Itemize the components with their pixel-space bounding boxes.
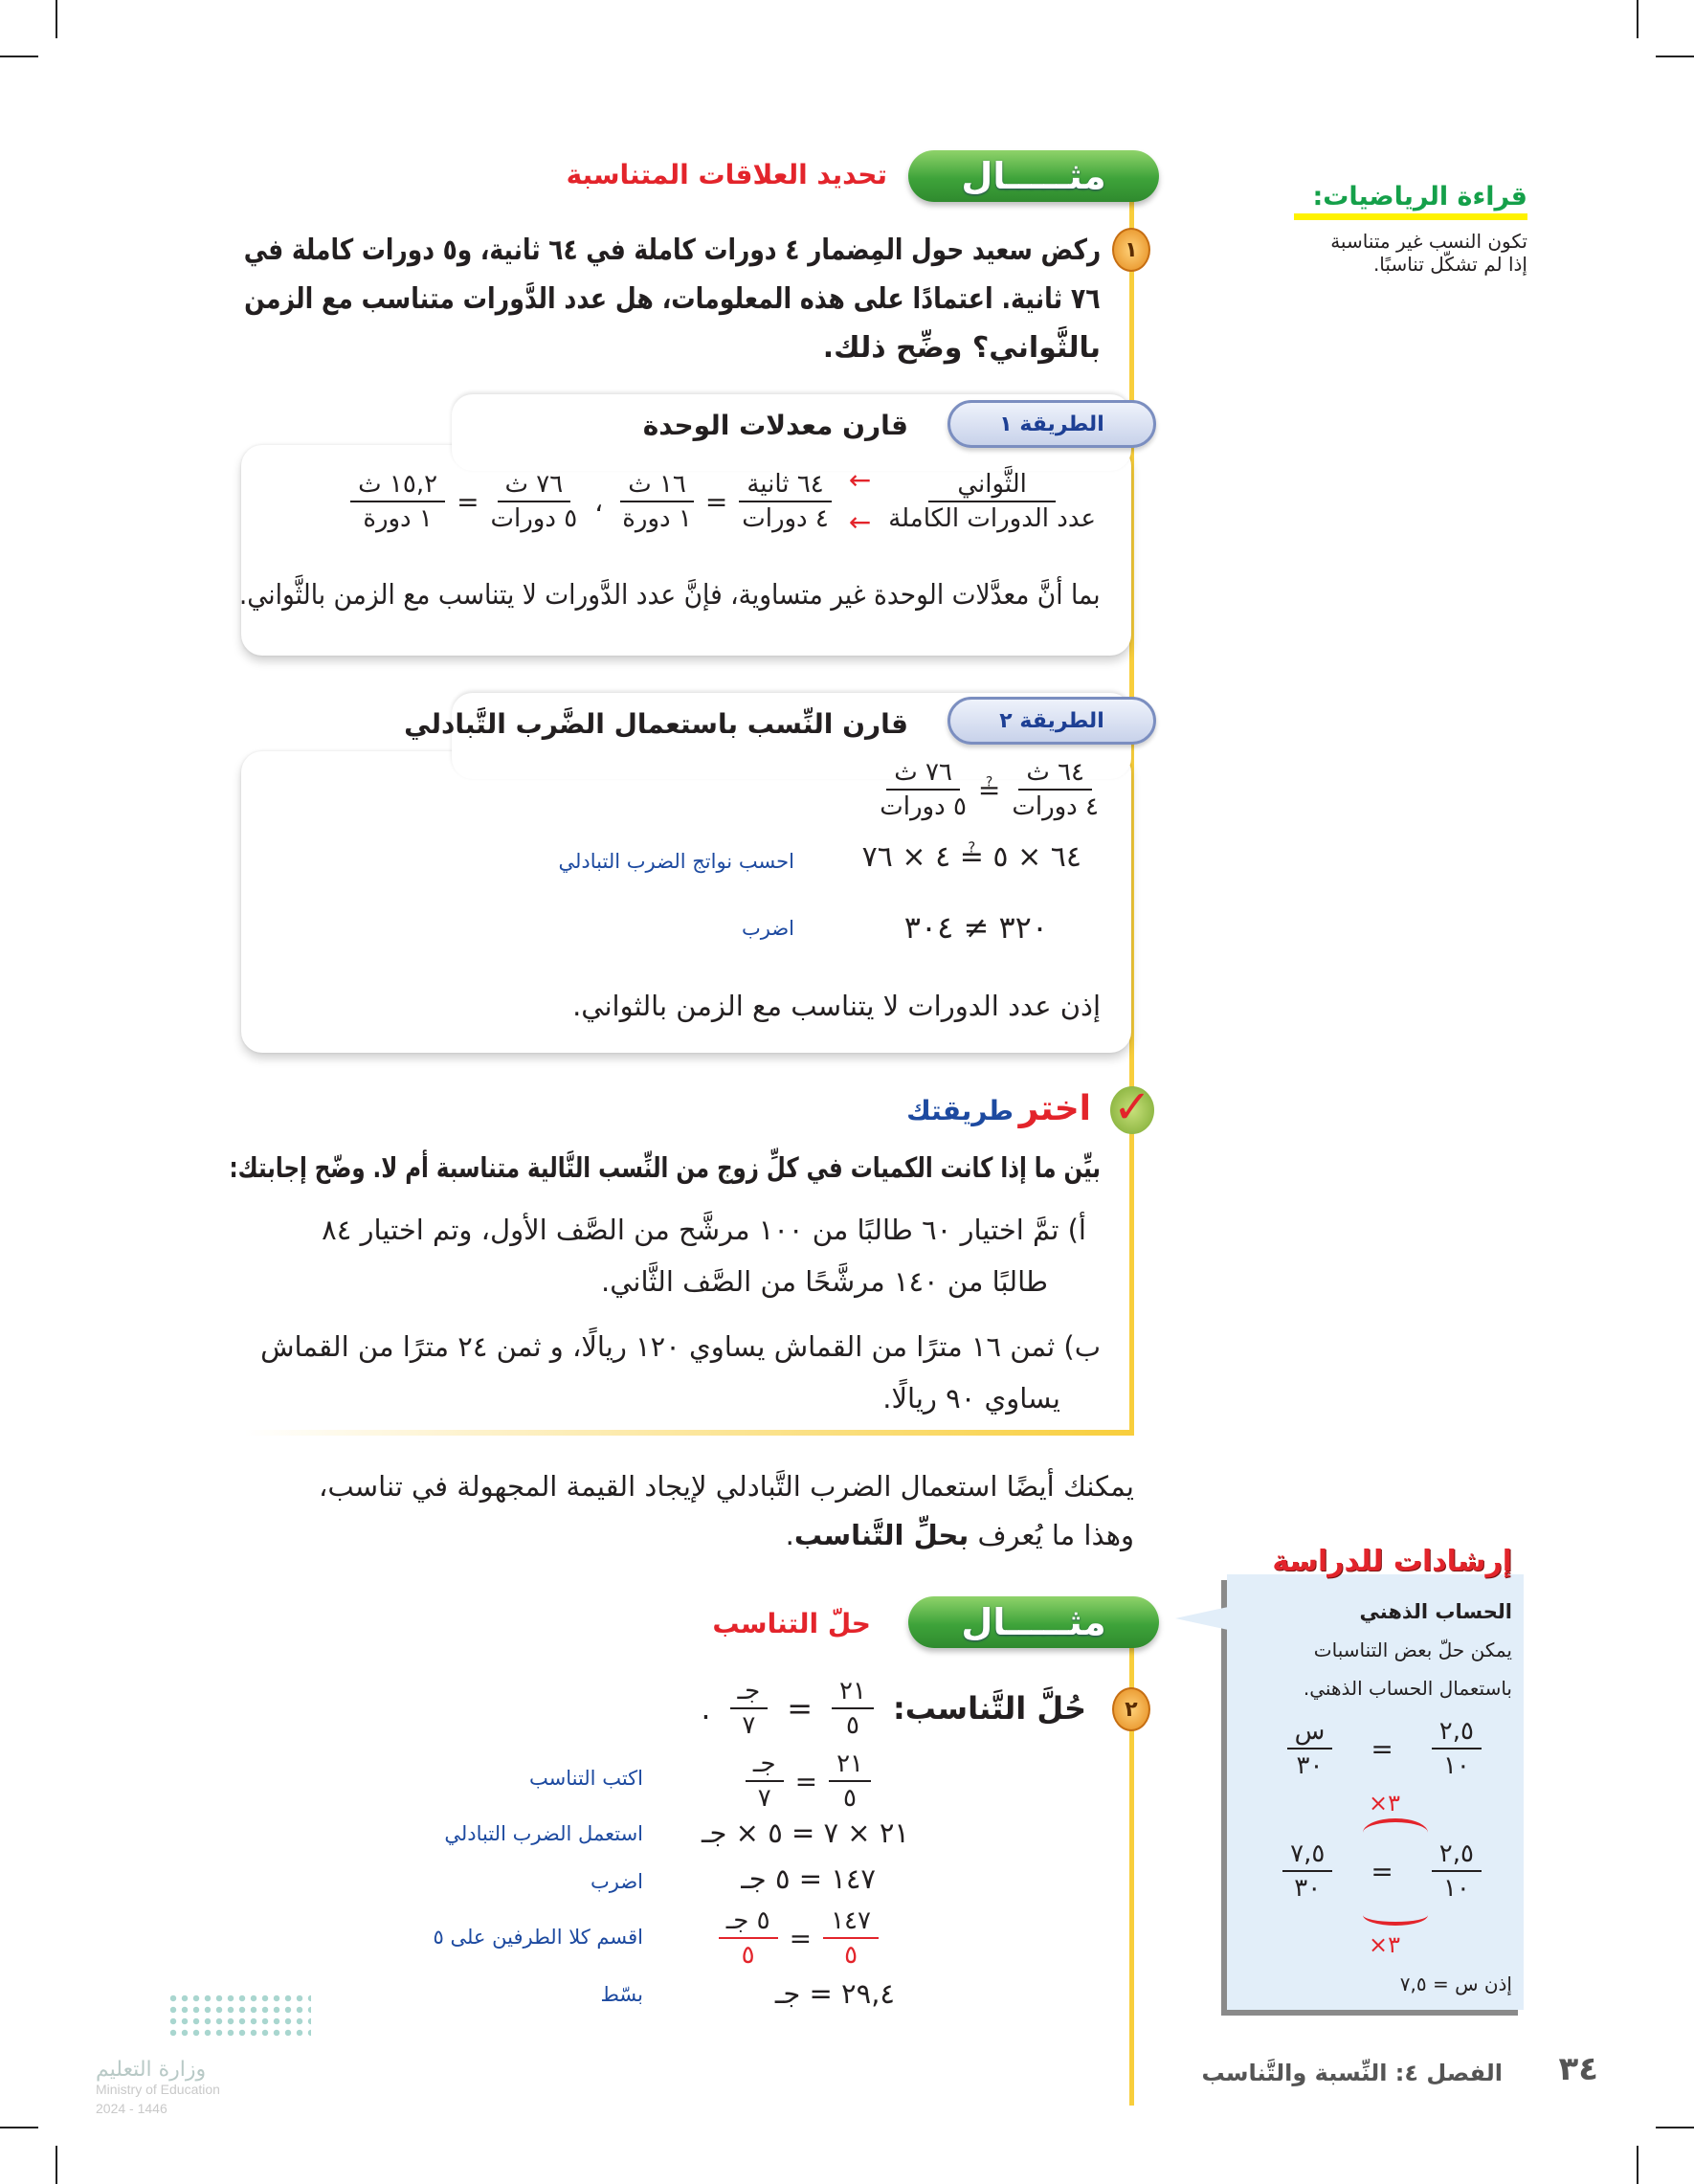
logo-english: Ministry of Education bbox=[96, 2082, 220, 2097]
example2-title: حلّ التناسب bbox=[712, 1608, 871, 1639]
crop-mark bbox=[0, 56, 38, 57]
equals-sign: = bbox=[787, 1690, 814, 1727]
step-note: استعمل الضرب التبادلي bbox=[444, 1822, 643, 1845]
example-banner: مثـــــال bbox=[908, 150, 1159, 202]
crop-mark bbox=[1637, 2146, 1638, 2184]
mental-math-row1: $\frac{٢,٥}{١٠}$ = $\frac{\text{س}}{٣٠}$ bbox=[1287, 1715, 1482, 1782]
tryit-box-bottom bbox=[244, 1430, 1134, 1436]
times-label: ×٣ bbox=[1369, 1931, 1400, 1958]
method1-conclusion-wrap bbox=[230, 570, 1101, 619]
logo-arabic: وزارة التعليم bbox=[96, 2058, 207, 2082]
cross-product-fractions bbox=[880, 756, 1099, 823]
crop-mark bbox=[0, 2127, 38, 2128]
step-note: بسّط bbox=[600, 1983, 643, 2006]
method2-conclusion: إذن عدد الدورات لا يتناسب مع الزمن بالثواني. bbox=[572, 990, 1101, 1022]
rate-fraction: $\frac{\text{١٥,٢ ث}}{\text{١ دورة}}$ bbox=[350, 468, 445, 535]
study-tips-content bbox=[1225, 1593, 1512, 1707]
example2-prompt: حُلَّ التَّناسب: $\frac{٢١}{٥}$ = $\frac{\text{جـ}}{٧}$ . bbox=[701, 1677, 1086, 1740]
fraction: $\frac{٧,٥}{٣٠}$ bbox=[1282, 1838, 1332, 1905]
fraction: $\frac{\text{جـ}}{٧}$ bbox=[746, 1748, 784, 1815]
question-line: بالثَّواني؟ وضِّح ذلك. bbox=[822, 331, 1101, 365]
step-multiply: ١٤٧ = ٥ جـ bbox=[741, 1862, 876, 1895]
mental-math-result: إذن س = ٧,٥ bbox=[1399, 1972, 1512, 1995]
crop-mark bbox=[1656, 2127, 1694, 2128]
step-cross-multiply: ٢١ × ٧ = ٥ × جـ bbox=[702, 1816, 909, 1849]
fraction: $\frac{\text{س}}{٣٠}$ bbox=[1287, 1715, 1333, 1782]
checkmark-icon: ✓ bbox=[1110, 1086, 1154, 1134]
given-fraction: $\frac{\text{جـ}}{٧}$ bbox=[730, 1675, 769, 1742]
label-fraction: $\frac{\text{الثَّواني}}{\text{عدد الدورات الكاملة}}$ bbox=[888, 470, 1096, 533]
ratio-fraction: $\frac{\text{٦٤ ث}}{\text{٤ دورات}}$ bbox=[1012, 758, 1099, 821]
fraction: $\frac{\text{٥ جـ}}{٥}$ bbox=[719, 1905, 778, 1972]
mental-math-row2: $\frac{٢,٥}{١٠}$ = $\frac{٧,٥}{٣٠}$ bbox=[1282, 1838, 1482, 1905]
curved-arrow-icon bbox=[1363, 1905, 1428, 1926]
logo-dots-icon bbox=[167, 1993, 311, 2040]
example-number: ١ bbox=[1112, 228, 1150, 272]
given-fraction: $\frac{٢١}{٥}$ bbox=[832, 1675, 874, 1742]
method2-tab: الطريقة ٢ bbox=[947, 697, 1156, 745]
tryit-question: بيِّن ما إذا كانت الكميات في كلِّ زوج من النِّسب التَّالية متناسبة أم لا. وضّح إجابتك: bbox=[229, 1151, 1101, 1184]
part-b-line: ب) ثمن ١٦ مترًا من القماش يساوي ١٢٠ ريالًا، و ثمن ٢٤ مترًا من القماش bbox=[260, 1330, 1101, 1363]
example2-banner: مثـــــال bbox=[908, 1596, 1159, 1648]
method1-title: قارن معدلات الوحدة bbox=[642, 410, 908, 441]
method2-conclusion-wrap bbox=[258, 982, 1101, 1031]
reading-math-line: إذا لم تشكّل تناسبًا. bbox=[1372, 253, 1527, 276]
study-tips-header: إرشادات للدراسة bbox=[1272, 1545, 1512, 1578]
step-write-proportion: $\frac{٢١}{٥}$ = $\frac{\text{جـ}}{٧}$ bbox=[746, 1748, 871, 1815]
tryit-title bbox=[906, 1089, 1091, 1128]
fraction: $\frac{٢١}{٥}$ bbox=[829, 1748, 871, 1815]
method2-title: قارن النِّسب باستعمال الضَّرب التَّبادلي bbox=[404, 708, 908, 740]
arrow-left-icon: ← bbox=[848, 506, 872, 538]
part-b-line: يساوي ٩٠ ريالًا. bbox=[882, 1382, 1060, 1415]
tryit-part-b bbox=[230, 1321, 1101, 1424]
rate-fraction: $\frac{\text{١٦ ث}}{\text{١ دورة}}$ bbox=[620, 468, 694, 535]
chapter-title: الفصل ٤: النِّسبة والتَّناسب bbox=[1201, 2060, 1503, 2086]
step-note: اكتب التناسب bbox=[529, 1767, 643, 1790]
tryit-question-wrap bbox=[220, 1144, 1101, 1192]
example-title: تحديد العلاقات المتناسبة bbox=[566, 159, 887, 190]
paragraph-line: يمكنك أيضًا استعمال الضرب التَّبادلي لإيجاد القيمة المجهولة في تناسب، bbox=[318, 1470, 1134, 1503]
product-compare-step: ٣٢٠ ≠ ٣٠٤ bbox=[903, 909, 1048, 946]
tryit-part-a bbox=[234, 1204, 1086, 1307]
question-line: ركض سعيد حول المِضمار ٤ دورات كاملة في ٦٤ ثانية، و٥ دورات كاملة في bbox=[243, 234, 1101, 267]
cross-product-step: ٦٤ × ٥ ≟ ٤ × ٧٦ bbox=[861, 840, 1081, 874]
example-question bbox=[239, 226, 1101, 372]
prompt-text: حُلَّ التَّناسب: bbox=[892, 1690, 1086, 1727]
reading-math-note bbox=[1294, 182, 1527, 276]
rate-fraction: $\frac{\text{٦٤ ثانية}}{\text{٤ دورات}}$ bbox=[739, 468, 831, 535]
part-a-line: أ) تمَّ اختيار ٦٠ طالبًا من ١٠٠ مرشَّح من الصَّف الأول، وتم اختيار ٨٤ bbox=[322, 1214, 1086, 1246]
step-note: اضرب bbox=[590, 1870, 643, 1893]
step-note: احسب نواتج الضرب التبادلي bbox=[558, 850, 794, 873]
crop-mark bbox=[56, 0, 57, 38]
times-label: ×٣ bbox=[1369, 1790, 1400, 1816]
solving-proportion-term: بحلِّ التَّناسب bbox=[793, 1519, 970, 1551]
equals-sign: = bbox=[704, 485, 728, 518]
crop-mark bbox=[56, 2146, 57, 2184]
study-tips-pointer bbox=[1175, 1606, 1233, 1631]
cross-product-paragraph bbox=[244, 1462, 1134, 1560]
ministry-logo bbox=[96, 1993, 316, 2116]
question-equals: ≟ bbox=[977, 773, 1001, 806]
part-a-line: طالبًا من ١٤٠ مرشَّحًا من الصَّف الثَّاني. bbox=[601, 1265, 1048, 1298]
method1-tab: الطريقة ١ bbox=[947, 400, 1156, 448]
step-simplify: ٢٩,٤ = جـ bbox=[774, 1977, 895, 2010]
step-note: اضرب bbox=[741, 917, 794, 940]
fraction: $\frac{٢,٥}{١٠}$ bbox=[1432, 1838, 1482, 1905]
study-tips-title: الحساب الذهني bbox=[1359, 1600, 1512, 1623]
step-divide: $\frac{١٤٧}{٥}$ = $\frac{\text{٥ جـ}}{٥}$ bbox=[719, 1905, 879, 1972]
method1-conclusion: بما أنَّ معدَّلات الوحدة غير متساوية، فإنَّ عدد الدَّورات لا يتناسب مع الزمن بالثَّواني. bbox=[239, 578, 1101, 611]
comma: ، bbox=[594, 485, 604, 518]
equals-sign: = bbox=[457, 485, 479, 518]
ratio-fraction: $\frac{\text{٧٦ ث}}{\text{٥ دورات}}$ bbox=[880, 758, 967, 821]
fraction: $\frac{٢,٥}{١٠}$ bbox=[1432, 1715, 1482, 1782]
study-tips-line: باستعمال الحساب الذهني. bbox=[1303, 1677, 1512, 1700]
paragraph-line: وهذا ما يُعرف بحلِّ التَّناسب. bbox=[785, 1519, 1134, 1551]
example2-number: ٢ bbox=[1112, 1687, 1150, 1731]
rate-fraction: $\frac{\text{٧٦ ث}}{\text{٥ دورات}}$ bbox=[490, 470, 578, 533]
fraction: $\frac{١٤٧}{٥}$ bbox=[823, 1905, 879, 1972]
study-tips-line: يمكن حلّ بعض التناسبات bbox=[1313, 1638, 1512, 1661]
page-number: ٣٤ bbox=[1558, 2050, 1598, 2088]
reading-math-line: تكون النسب غير متناسبة bbox=[1330, 230, 1527, 253]
question-line: ٧٦ ثانية. اعتمادًا على هذه المعلومات، هل عدد الدَّورات متناسب مع الزمن bbox=[244, 282, 1101, 316]
logo-year: 2024 - 1446 bbox=[96, 2101, 167, 2116]
reading-math-title: قراءة الرياضيات: bbox=[1294, 182, 1527, 220]
tryit-title-blue: طريقتك bbox=[906, 1095, 1014, 1126]
arrow-left-icon: ← bbox=[848, 464, 872, 496]
crop-mark bbox=[1637, 0, 1638, 38]
crop-mark bbox=[1656, 56, 1694, 57]
tryit-title-red: اختر bbox=[1018, 1089, 1091, 1128]
step-note: اقسم كلا الطرفين على ٥ bbox=[433, 1926, 643, 1949]
unit-rates-row bbox=[350, 459, 1096, 544]
